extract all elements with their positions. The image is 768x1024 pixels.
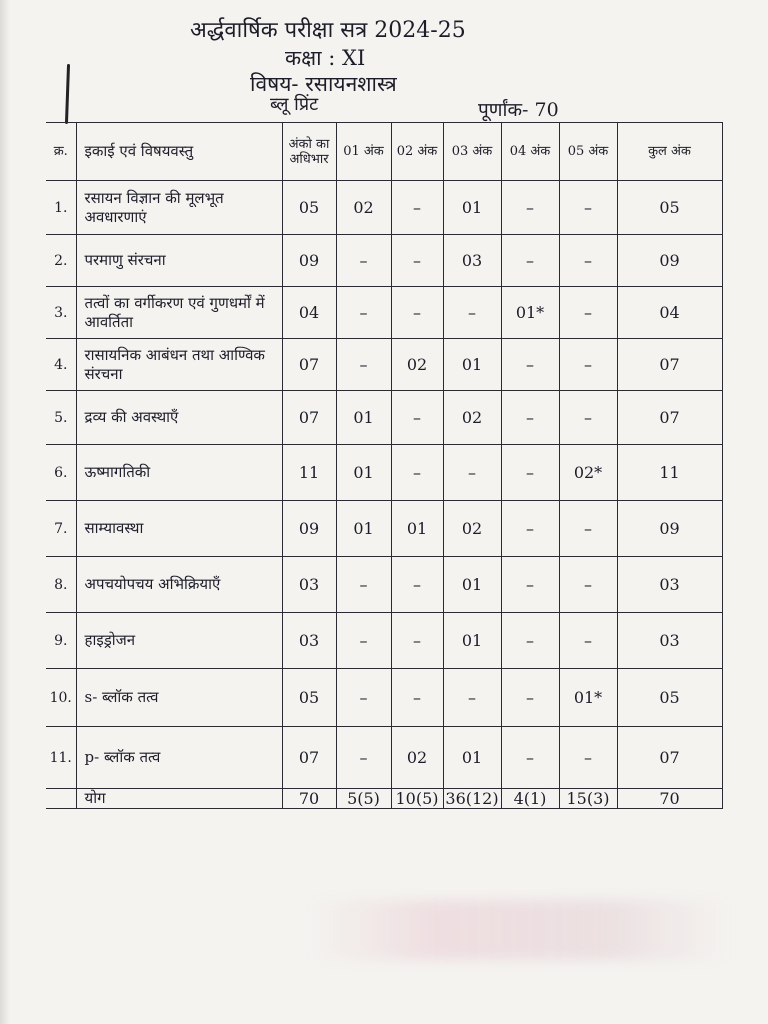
cell-weightage: 05 bbox=[282, 669, 336, 727]
cell-five-mark: – bbox=[559, 287, 617, 339]
cell-four-mark: – bbox=[501, 445, 559, 501]
cell-serial: 3. bbox=[46, 287, 76, 339]
cell-total: 03 bbox=[617, 613, 722, 669]
cell-three-mark: – bbox=[443, 287, 501, 339]
cell-five-mark: – bbox=[559, 613, 617, 669]
cell-three-mark: 01 bbox=[443, 557, 501, 613]
cell-weightage: 70 bbox=[282, 789, 336, 809]
cell-five-mark: 02* bbox=[559, 445, 617, 501]
table-row bbox=[46, 339, 722, 391]
table-row bbox=[46, 287, 722, 339]
cell-three-mark: 36(12) bbox=[443, 789, 501, 809]
table-row bbox=[46, 727, 722, 789]
cell-weightage: 07 bbox=[282, 391, 336, 445]
cell-four-mark: – bbox=[501, 727, 559, 789]
header-one-mark: 01 अंक bbox=[336, 123, 391, 181]
cell-total: 07 bbox=[617, 727, 722, 789]
table-row bbox=[46, 181, 722, 235]
cell-two-mark: 02 bbox=[391, 727, 443, 789]
cell-four-mark: – bbox=[501, 235, 559, 287]
cell-one-mark: – bbox=[336, 727, 391, 789]
cell-unit: p- ब्लॉक तत्व bbox=[76, 727, 282, 789]
cell-total: 07 bbox=[617, 391, 722, 445]
cell-one-mark: 01 bbox=[336, 391, 391, 445]
cell-five-mark: – bbox=[559, 181, 617, 235]
subject-label: विषय- रसायनशास्त्र bbox=[250, 72, 397, 96]
header-two-mark: 02 अंक bbox=[391, 123, 443, 181]
cell-serial: 10. bbox=[46, 669, 76, 727]
cell-four-mark: – bbox=[501, 613, 559, 669]
cell-four-mark: – bbox=[501, 669, 559, 727]
cell-four-mark: – bbox=[501, 557, 559, 613]
cell-unit: अपचयोपचय अभिक्रियाएँ bbox=[76, 557, 282, 613]
cell-one-mark: – bbox=[336, 235, 391, 287]
cell-four-mark: 4(1) bbox=[501, 789, 559, 809]
cell-serial: 11. bbox=[46, 727, 76, 789]
table-row bbox=[46, 235, 722, 287]
cell-total: 04 bbox=[617, 287, 722, 339]
cell-four-mark: – bbox=[501, 339, 559, 391]
cell-three-mark: – bbox=[443, 445, 501, 501]
cell-total: 09 bbox=[617, 501, 722, 557]
cell-serial: 6. bbox=[46, 445, 76, 501]
header-five-mark: 05 अंक bbox=[559, 123, 617, 181]
cell-one-mark: – bbox=[336, 287, 391, 339]
cell-three-mark: 01 bbox=[443, 339, 501, 391]
cell-two-mark: – bbox=[391, 391, 443, 445]
cell-unit: साम्यावस्था bbox=[76, 501, 282, 557]
cell-five-mark: – bbox=[559, 391, 617, 445]
cell-two-mark: 01 bbox=[391, 501, 443, 557]
cell-one-mark: 01 bbox=[336, 445, 391, 501]
cell-one-mark: 01 bbox=[336, 501, 391, 557]
cell-one-mark: – bbox=[336, 339, 391, 391]
cell-unit: ऊष्मागतिकी bbox=[76, 445, 282, 501]
cell-serial: 9. bbox=[46, 613, 76, 669]
table-total-row bbox=[46, 789, 722, 809]
cell-weightage: 11 bbox=[282, 445, 336, 501]
cell-three-mark: 02 bbox=[443, 501, 501, 557]
table-row bbox=[46, 445, 722, 501]
cell-three-mark: 01 bbox=[443, 613, 501, 669]
header-total: कुल अंक bbox=[617, 123, 722, 181]
cell-five-mark: – bbox=[559, 501, 617, 557]
cell-five-mark: – bbox=[559, 727, 617, 789]
cell-one-mark: – bbox=[336, 557, 391, 613]
cell-two-mark: – bbox=[391, 235, 443, 287]
cell-serial: 2. bbox=[46, 235, 76, 287]
cell-total: 03 bbox=[617, 557, 722, 613]
cell-one-mark: 5(5) bbox=[336, 789, 391, 809]
cell-two-mark: – bbox=[391, 557, 443, 613]
cell-five-mark: 01* bbox=[559, 669, 617, 727]
cell-three-mark: – bbox=[443, 669, 501, 727]
cell-unit: तत्वों का वर्गीकरण एवं गुणधर्मों में आवर्तिता bbox=[76, 287, 282, 339]
cell-five-mark: – bbox=[559, 557, 617, 613]
cell-weightage: 09 bbox=[282, 501, 336, 557]
cell-total: 07 bbox=[617, 339, 722, 391]
exam-title: अर्द्धवार्षिक परीक्षा सत्र 2024-25 bbox=[190, 18, 466, 43]
cell-unit: परमाणु संरचना bbox=[76, 235, 282, 287]
cell-serial: 1. bbox=[46, 181, 76, 235]
cell-serial: 8. bbox=[46, 557, 76, 613]
cell-two-mark: – bbox=[391, 445, 443, 501]
class-label: कक्षा : XI bbox=[285, 46, 366, 70]
cell-serial bbox=[46, 789, 76, 809]
cell-four-mark: – bbox=[501, 501, 559, 557]
cell-total: 05 bbox=[617, 669, 722, 727]
cell-five-mark: – bbox=[559, 235, 617, 287]
cell-three-mark: 02 bbox=[443, 391, 501, 445]
cell-unit: रासायनिक आबंधन तथा आण्विक संरचना bbox=[76, 339, 282, 391]
table-row bbox=[46, 613, 722, 669]
cell-two-mark: – bbox=[391, 181, 443, 235]
cell-four-mark: – bbox=[501, 391, 559, 445]
cell-weightage: 07 bbox=[282, 339, 336, 391]
cell-three-mark: 01 bbox=[443, 727, 501, 789]
cell-two-mark: 10(5) bbox=[391, 789, 443, 809]
blueprint-table bbox=[46, 122, 723, 809]
cell-one-mark: 02 bbox=[336, 181, 391, 235]
cell-unit: द्रव्य की अवस्थाएँ bbox=[76, 391, 282, 445]
cell-one-mark: – bbox=[336, 669, 391, 727]
cell-four-mark: 01* bbox=[501, 287, 559, 339]
cell-weightage: 03 bbox=[282, 613, 336, 669]
cell-total: 70 bbox=[617, 789, 722, 809]
cell-weightage: 09 bbox=[282, 235, 336, 287]
header-three-mark: 03 अंक bbox=[443, 123, 501, 181]
total-marks-label: पूर्णांक- 70 bbox=[478, 99, 559, 121]
header-unit: इकाई एवं विषयवस्तु bbox=[76, 123, 282, 181]
cell-total: 11 bbox=[617, 445, 722, 501]
cell-weightage: 04 bbox=[282, 287, 336, 339]
header-serial: क्र. bbox=[46, 123, 76, 181]
cell-two-mark: – bbox=[391, 613, 443, 669]
cell-two-mark: – bbox=[391, 669, 443, 727]
cell-unit: योग bbox=[76, 789, 282, 809]
cell-unit: s- ब्लॉक तत्व bbox=[76, 669, 282, 727]
cell-five-mark: – bbox=[559, 339, 617, 391]
cell-weightage: 07 bbox=[282, 727, 336, 789]
table-row bbox=[46, 669, 722, 727]
cell-weightage: 05 bbox=[282, 181, 336, 235]
header-weightage: अंको का अधिभार bbox=[282, 123, 336, 181]
cell-four-mark: – bbox=[501, 181, 559, 235]
cell-unit: हाइड्रोजन bbox=[76, 613, 282, 669]
cell-total: 09 bbox=[617, 235, 722, 287]
blueprint-label: ब्लू प्रिंट bbox=[270, 94, 319, 115]
cell-three-mark: 03 bbox=[443, 235, 501, 287]
page-edge-shadow bbox=[0, 0, 10, 1024]
page-edge-mark bbox=[65, 64, 70, 124]
table-row bbox=[46, 557, 722, 613]
table-row bbox=[46, 501, 722, 557]
cell-total: 05 bbox=[617, 181, 722, 235]
header-four-mark: 04 अंक bbox=[501, 123, 559, 181]
cell-weightage: 03 bbox=[282, 557, 336, 613]
cell-two-mark: – bbox=[391, 287, 443, 339]
cell-serial: 5. bbox=[46, 391, 76, 445]
cell-two-mark: 02 bbox=[391, 339, 443, 391]
cell-serial: 4. bbox=[46, 339, 76, 391]
table-header-row bbox=[46, 123, 722, 181]
table-row bbox=[46, 391, 722, 445]
ink-bleed-mark bbox=[310, 900, 730, 960]
cell-one-mark: – bbox=[336, 613, 391, 669]
cell-unit: रसायन विज्ञान की मूलभूत अवधारणाएं bbox=[76, 181, 282, 235]
cell-five-mark: 15(3) bbox=[559, 789, 617, 809]
cell-serial: 7. bbox=[46, 501, 76, 557]
cell-three-mark: 01 bbox=[443, 181, 501, 235]
